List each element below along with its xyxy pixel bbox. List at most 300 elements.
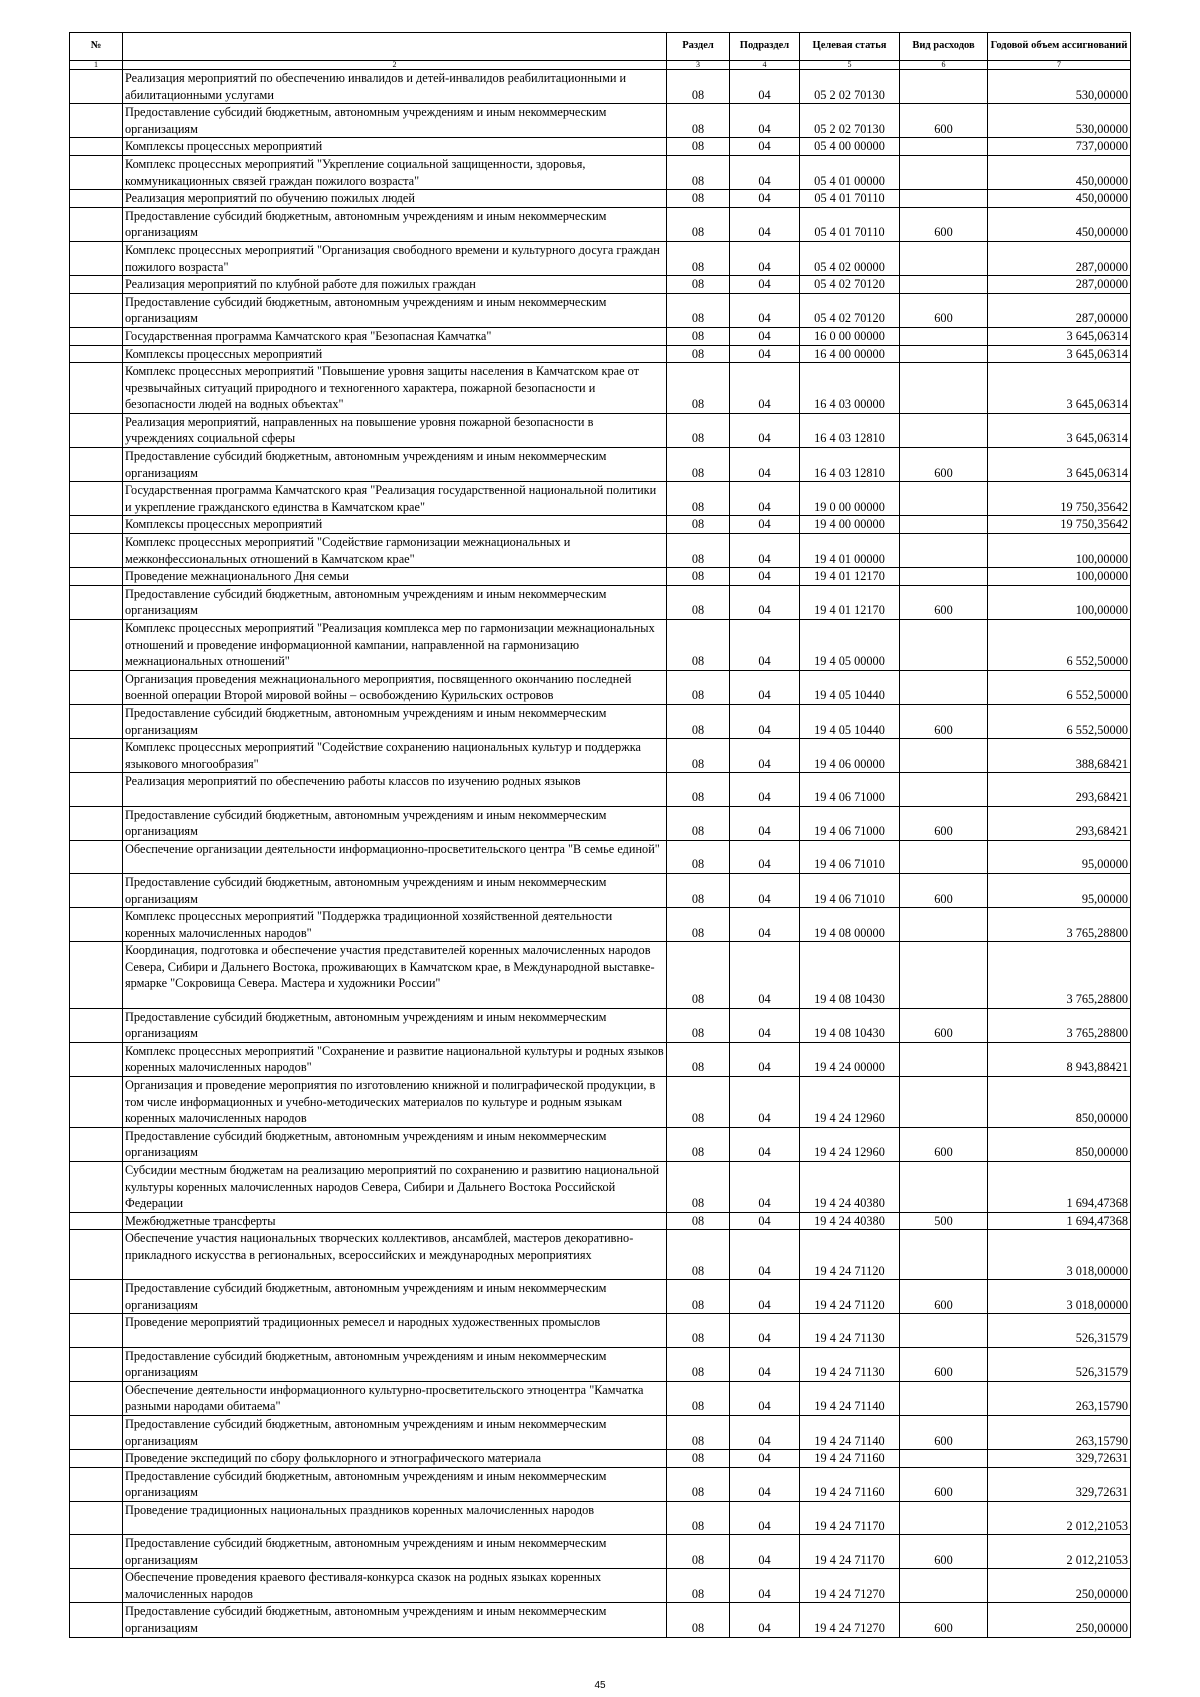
row-number-cell <box>70 585 123 619</box>
row-name-cell: Комплексы процессных мероприятий <box>123 516 667 534</box>
row-name-cell: Реализация мероприятий, направленных на повышение уровня пожарной безопасности в учреждениях социальной сферы <box>123 413 667 447</box>
row-target-article-cell: 19 4 24 71130 <box>800 1314 900 1347</box>
row-name-cell: Обеспечение деятельности информационного культурно-просветительского этноцентра "Камчатка разными народами обитаема" <box>123 1381 667 1415</box>
row-name-cell: Обеспечение участия национальных творческих коллективов, ансамблей, мастеров декоративно-прикладного искусства в региональных, всероссийских и международных мероприятиях <box>123 1230 667 1280</box>
row-amount-cell: 388,68421 <box>988 739 1131 773</box>
table-row <box>70 585 1131 619</box>
table-row <box>70 840 1131 873</box>
row-expense-type-cell <box>900 739 988 773</box>
table-row <box>70 1603 1131 1637</box>
row-razdel-cell: 08 <box>667 1162 730 1213</box>
row-razdel-cell: 08 <box>667 1450 730 1468</box>
row-razdel-cell: 08 <box>667 327 730 345</box>
header-row <box>70 33 1131 61</box>
row-expense-type-cell <box>900 620 988 671</box>
row-target-article-cell: 19 4 24 71130 <box>800 1347 900 1381</box>
row-expense-type-cell: 600 <box>900 1603 988 1637</box>
row-target-article-cell: 19 4 24 71270 <box>800 1603 900 1637</box>
row-name-cell: Координация, подготовка и обеспечение участия представителей коренных малочисленных народов Севера, Сибири и Дальнего Востока, проживающих в Камчатском крае, в Международной выставке-ярмарке "Сокровища Севера. Мастера и художники России" <box>123 942 667 1008</box>
row-expense-type-cell: 600 <box>900 448 988 482</box>
table-row <box>70 155 1131 189</box>
row-amount-cell: 287,00000 <box>988 241 1131 275</box>
row-amount-cell: 19 750,35642 <box>988 482 1131 516</box>
row-amount-cell: 287,00000 <box>988 293 1131 327</box>
row-razdel-cell: 08 <box>667 190 730 208</box>
row-amount-cell: 6 552,50000 <box>988 704 1131 738</box>
row-name-cell: Предоставление субсидий бюджетным, автономным учреждениям и иным некоммерческим организациям <box>123 585 667 619</box>
row-expense-type-cell: 600 <box>900 1127 988 1161</box>
header-expense-type: Вид расходов <box>900 33 988 61</box>
row-name-cell: Предоставление субсидий бюджетным, автономным учреждениям и иным некоммерческим организациям <box>123 873 667 907</box>
row-target-article-cell: 05 4 01 70110 <box>800 190 900 208</box>
row-amount-cell: 2 012,21053 <box>988 1501 1131 1534</box>
header-name <box>123 33 667 61</box>
row-amount-cell: 100,00000 <box>988 534 1131 568</box>
row-amount-cell: 3 765,28800 <box>988 1008 1131 1042</box>
row-target-article-cell: 19 4 06 71000 <box>800 773 900 806</box>
row-podrazdel-cell: 04 <box>730 448 800 482</box>
row-podrazdel-cell: 04 <box>730 585 800 619</box>
row-target-article-cell: 16 4 00 00000 <box>800 345 900 363</box>
row-podrazdel-cell: 04 <box>730 1535 800 1569</box>
row-amount-cell: 287,00000 <box>988 276 1131 294</box>
row-target-article-cell: 16 4 03 00000 <box>800 363 900 414</box>
row-razdel-cell: 08 <box>667 1415 730 1449</box>
row-podrazdel-cell: 04 <box>730 568 800 586</box>
table-row <box>70 1450 1131 1468</box>
row-name-cell: Проведение экспедиций по сбору фольклорного и этнографического материала <box>123 1450 667 1468</box>
row-razdel-cell: 08 <box>667 840 730 873</box>
row-name-cell: Предоставление субсидий бюджетным, автономным учреждениям и иным некоммерческим организациям <box>123 1603 667 1637</box>
row-expense-type-cell <box>900 190 988 208</box>
row-podrazdel-cell: 04 <box>730 942 800 1008</box>
row-number-cell <box>70 327 123 345</box>
row-amount-cell: 3 645,06314 <box>988 448 1131 482</box>
row-razdel-cell: 08 <box>667 806 730 840</box>
row-number-cell <box>70 1450 123 1468</box>
row-number-cell <box>70 1280 123 1314</box>
row-amount-cell: 850,00000 <box>988 1127 1131 1161</box>
row-amount-cell: 450,00000 <box>988 190 1131 208</box>
row-number-cell <box>70 1535 123 1569</box>
row-amount-cell: 100,00000 <box>988 568 1131 586</box>
row-podrazdel-cell: 04 <box>730 70 800 104</box>
row-podrazdel-cell: 04 <box>730 1008 800 1042</box>
row-name-cell: Предоставление субсидий бюджетным, автономным учреждениям и иным некоммерческим организациям <box>123 1467 667 1501</box>
row-razdel-cell: 08 <box>667 241 730 275</box>
column-number: 2 <box>123 61 667 70</box>
row-expense-type-cell <box>900 670 988 704</box>
row-expense-type-cell <box>900 1314 988 1347</box>
table-row <box>70 1569 1131 1603</box>
row-name-cell: Комплекс процессных мероприятий "Содействие гармонизации межнациональных и межконфессиональных отношений в Камчатском крае" <box>123 534 667 568</box>
row-number-cell <box>70 739 123 773</box>
row-target-article-cell: 19 4 08 00000 <box>800 908 900 942</box>
row-podrazdel-cell: 04 <box>730 704 800 738</box>
row-amount-cell: 850,00000 <box>988 1077 1131 1128</box>
row-razdel-cell: 08 <box>667 448 730 482</box>
row-number-cell <box>70 1212 123 1230</box>
row-target-article-cell: 19 4 08 10430 <box>800 942 900 1008</box>
table-row <box>70 1042 1131 1076</box>
row-amount-cell: 526,31579 <box>988 1314 1131 1347</box>
row-razdel-cell: 08 <box>667 1230 730 1280</box>
table-row <box>70 1535 1131 1569</box>
row-expense-type-cell <box>900 568 988 586</box>
row-expense-type-cell: 600 <box>900 293 988 327</box>
row-name-cell: Предоставление субсидий бюджетным, автономным учреждениям и иным некоммерческим организациям <box>123 1008 667 1042</box>
row-expense-type-cell <box>900 241 988 275</box>
row-name-cell: Предоставление субсидий бюджетным, автономным учреждениям и иным некоммерческим организациям <box>123 806 667 840</box>
row-name-cell: Предоставление субсидий бюджетным, автономным учреждениям и иным некоммерческим организациям <box>123 1415 667 1449</box>
row-target-article-cell: 16 4 03 12810 <box>800 413 900 447</box>
row-name-cell: Предоставление субсидий бюджетным, автономным учреждениям и иным некоммерческим организациям <box>123 1127 667 1161</box>
row-razdel-cell: 08 <box>667 70 730 104</box>
table-row <box>70 1008 1131 1042</box>
row-amount-cell: 329,72631 <box>988 1450 1131 1468</box>
row-number-cell <box>70 1467 123 1501</box>
row-name-cell: Субсидии местным бюджетам на реализацию мероприятий по сохранению и развитию национальной культуры коренных малочисленных народов Севера, Сибири и Дальнего Востока Российской Федерации <box>123 1162 667 1213</box>
table-row <box>70 345 1131 363</box>
row-number-cell <box>70 840 123 873</box>
row-name-cell: Комплекс процессных мероприятий "Организация свободного времени и культурного досуга граждан пожилого возраста" <box>123 241 667 275</box>
table-row <box>70 363 1131 414</box>
row-target-article-cell: 19 4 24 40380 <box>800 1162 900 1213</box>
column-number-row <box>70 61 1131 70</box>
row-razdel-cell: 08 <box>667 1042 730 1076</box>
row-razdel-cell: 08 <box>667 207 730 241</box>
row-target-article-cell: 19 4 01 12170 <box>800 568 900 586</box>
row-target-article-cell: 19 4 24 71160 <box>800 1467 900 1501</box>
table-row <box>70 1467 1131 1501</box>
table-row <box>70 739 1131 773</box>
row-podrazdel-cell: 04 <box>730 482 800 516</box>
row-target-article-cell: 05 4 02 70120 <box>800 293 900 327</box>
row-name-cell: Предоставление субсидий бюджетным, автономным учреждениям и иным некоммерческим организациям <box>123 1347 667 1381</box>
row-expense-type-cell <box>900 363 988 414</box>
row-razdel-cell: 08 <box>667 413 730 447</box>
row-target-article-cell: 19 4 24 00000 <box>800 1042 900 1076</box>
row-number-cell <box>70 1415 123 1449</box>
row-podrazdel-cell: 04 <box>730 1467 800 1501</box>
row-podrazdel-cell: 04 <box>730 670 800 704</box>
row-razdel-cell: 08 <box>667 482 730 516</box>
row-number-cell <box>70 942 123 1008</box>
row-expense-type-cell <box>900 327 988 345</box>
row-name-cell: Предоставление субсидий бюджетным, автономным учреждениям и иным некоммерческим организациям <box>123 293 667 327</box>
row-razdel-cell: 08 <box>667 1280 730 1314</box>
row-name-cell: Межбюджетные трансферты <box>123 1212 667 1230</box>
column-number: 5 <box>800 61 900 70</box>
row-razdel-cell: 08 <box>667 345 730 363</box>
row-number-cell <box>70 363 123 414</box>
row-amount-cell: 3 645,06314 <box>988 363 1131 414</box>
row-name-cell: Предоставление субсидий бюджетным, автономным учреждениям и иным некоммерческим организациям <box>123 1280 667 1314</box>
table-row <box>70 327 1131 345</box>
table-row <box>70 1162 1131 1213</box>
row-amount-cell: 3 765,28800 <box>988 908 1131 942</box>
row-target-article-cell: 19 4 06 00000 <box>800 739 900 773</box>
row-number-cell <box>70 1501 123 1534</box>
row-name-cell: Предоставление субсидий бюджетным, автономным учреждениям и иным некоммерческим организациям <box>123 448 667 482</box>
table-row <box>70 207 1131 241</box>
table-row <box>70 568 1131 586</box>
row-razdel-cell: 08 <box>667 1501 730 1534</box>
row-number-cell <box>70 413 123 447</box>
row-number-cell <box>70 70 123 104</box>
row-podrazdel-cell: 04 <box>730 1280 800 1314</box>
row-name-cell: Предоставление субсидий бюджетным, автономным учреждениям и иным некоммерческим организациям <box>123 1535 667 1569</box>
row-name-cell: Реализация мероприятий по обеспечению работы классов по изучению родных языков <box>123 773 667 806</box>
table-row <box>70 448 1131 482</box>
row-expense-type-cell: 600 <box>900 1347 988 1381</box>
row-podrazdel-cell: 04 <box>730 1162 800 1213</box>
row-expense-type-cell <box>900 1450 988 1468</box>
row-target-article-cell: 05 4 02 00000 <box>800 241 900 275</box>
row-razdel-cell: 08 <box>667 1127 730 1161</box>
row-amount-cell: 329,72631 <box>988 1467 1131 1501</box>
row-target-article-cell: 19 4 05 10440 <box>800 704 900 738</box>
row-expense-type-cell: 500 <box>900 1212 988 1230</box>
row-podrazdel-cell: 04 <box>730 516 800 534</box>
row-name-cell: Организация и проведение мероприятия по изготовлению книжной и полиграфической продукции, в том числе информационных и учебно-методических материалов по культуре и родным языкам коренных малочисленных народов <box>123 1077 667 1128</box>
budget-allocation-table <box>69 32 1131 1638</box>
row-target-article-cell: 19 4 01 12170 <box>800 585 900 619</box>
header-podrazdel: Подраздел <box>730 33 800 61</box>
row-podrazdel-cell: 04 <box>730 840 800 873</box>
row-podrazdel-cell: 04 <box>730 739 800 773</box>
row-expense-type-cell <box>900 908 988 942</box>
row-target-article-cell: 16 0 00 00000 <box>800 327 900 345</box>
table-body <box>70 70 1131 1638</box>
row-target-article-cell: 19 4 24 71140 <box>800 1415 900 1449</box>
row-name-cell: Предоставление субсидий бюджетным, автономным учреждениям и иным некоммерческим организациям <box>123 104 667 138</box>
table-row <box>70 1280 1131 1314</box>
row-razdel-cell: 08 <box>667 138 730 156</box>
row-razdel-cell: 08 <box>667 1077 730 1128</box>
row-number-cell <box>70 568 123 586</box>
row-name-cell: Предоставление субсидий бюджетным, автономным учреждениям и иным некоммерческим организациям <box>123 704 667 738</box>
row-razdel-cell: 08 <box>667 1347 730 1381</box>
row-amount-cell: 3 645,06314 <box>988 413 1131 447</box>
row-number-cell <box>70 1314 123 1347</box>
row-razdel-cell: 08 <box>667 568 730 586</box>
row-number-cell <box>70 516 123 534</box>
row-expense-type-cell <box>900 138 988 156</box>
row-target-article-cell: 05 2 02 70130 <box>800 70 900 104</box>
row-razdel-cell: 08 <box>667 155 730 189</box>
row-expense-type-cell: 600 <box>900 806 988 840</box>
table-row <box>70 704 1131 738</box>
table-row <box>70 138 1131 156</box>
row-number-cell <box>70 138 123 156</box>
row-target-article-cell: 05 4 01 00000 <box>800 155 900 189</box>
row-number-cell <box>70 704 123 738</box>
header-target-article: Целевая статья <box>800 33 900 61</box>
table-row <box>70 1314 1131 1347</box>
row-expense-type-cell: 600 <box>900 873 988 907</box>
table-row <box>70 534 1131 568</box>
row-expense-type-cell <box>900 482 988 516</box>
row-number-cell <box>70 1381 123 1415</box>
row-number-cell <box>70 534 123 568</box>
table-row <box>70 482 1131 516</box>
row-number-cell <box>70 448 123 482</box>
row-amount-cell: 1 694,47368 <box>988 1162 1131 1213</box>
table-row <box>70 1501 1131 1534</box>
row-razdel-cell: 08 <box>667 585 730 619</box>
row-amount-cell: 95,00000 <box>988 873 1131 907</box>
row-amount-cell: 3 018,00000 <box>988 1230 1131 1280</box>
row-razdel-cell: 08 <box>667 293 730 327</box>
row-podrazdel-cell: 04 <box>730 908 800 942</box>
table-row <box>70 873 1131 907</box>
row-name-cell: Комплекс процессных мероприятий "Содействие сохранению национальных культур и поддержка языкового многообразия" <box>123 739 667 773</box>
row-target-article-cell: 19 4 01 00000 <box>800 534 900 568</box>
row-name-cell: Организация проведения межнационального мероприятия, посвященного окончанию последней военной операции Второй мировой войны – освобождению Курильских островов <box>123 670 667 704</box>
row-name-cell: Реализация мероприятий по обеспечению инвалидов и детей-инвалидов реабилитационными и абилитационными услугами <box>123 70 667 104</box>
row-podrazdel-cell: 04 <box>730 241 800 275</box>
table-row <box>70 620 1131 671</box>
row-name-cell: Государственная программа Камчатского края "Реализация государственной национальной политики и укрепление гражданского единства в Камчатском крае" <box>123 482 667 516</box>
row-amount-cell: 6 552,50000 <box>988 670 1131 704</box>
row-razdel-cell: 08 <box>667 739 730 773</box>
row-podrazdel-cell: 04 <box>730 1127 800 1161</box>
row-podrazdel-cell: 04 <box>730 1501 800 1534</box>
row-razdel-cell: 08 <box>667 1212 730 1230</box>
row-name-cell: Государственная программа Камчатского края "Безопасная Камчатка" <box>123 327 667 345</box>
table-row <box>70 1230 1131 1280</box>
row-target-article-cell: 19 4 24 71120 <box>800 1230 900 1280</box>
row-razdel-cell: 08 <box>667 104 730 138</box>
row-name-cell: Комплекс процессных мероприятий "Повышение уровня защиты населения в Камчатском крае от чрезвычайных ситуаций природного и техногенного характера, пожарной безопасности и безопасности людей на водных объектах" <box>123 363 667 414</box>
table-row <box>70 276 1131 294</box>
row-number-cell <box>70 293 123 327</box>
row-target-article-cell: 19 4 24 71170 <box>800 1501 900 1534</box>
page-number: 45 <box>594 1680 606 1691</box>
row-podrazdel-cell: 04 <box>730 345 800 363</box>
row-expense-type-cell: 600 <box>900 1415 988 1449</box>
row-target-article-cell: 19 4 24 12960 <box>800 1127 900 1161</box>
column-number: 7 <box>988 61 1131 70</box>
row-number-cell <box>70 1230 123 1280</box>
row-expense-type-cell: 600 <box>900 704 988 738</box>
row-target-article-cell: 19 4 00 00000 <box>800 516 900 534</box>
row-number-cell <box>70 806 123 840</box>
budget-table-container <box>69 32 1130 1638</box>
row-razdel-cell: 08 <box>667 704 730 738</box>
row-name-cell: Комплекс процессных мероприятий "Реализация комплекса мер по гармонизации межнациональных отношений и проведение информационной кампании, направленной на гармонизацию межнациональных отношений" <box>123 620 667 671</box>
row-podrazdel-cell: 04 <box>730 276 800 294</box>
row-podrazdel-cell: 04 <box>730 363 800 414</box>
row-podrazdel-cell: 04 <box>730 155 800 189</box>
row-number-cell <box>70 104 123 138</box>
row-amount-cell: 19 750,35642 <box>988 516 1131 534</box>
row-amount-cell: 2 012,21053 <box>988 1535 1131 1569</box>
row-amount-cell: 8 943,88421 <box>988 1042 1131 1076</box>
header-razdel: Раздел <box>667 33 730 61</box>
row-razdel-cell: 08 <box>667 1569 730 1603</box>
row-target-article-cell: 19 4 24 40380 <box>800 1212 900 1230</box>
row-podrazdel-cell: 04 <box>730 207 800 241</box>
row-expense-type-cell: 600 <box>900 1280 988 1314</box>
row-target-article-cell: 19 4 24 71160 <box>800 1450 900 1468</box>
row-number-cell <box>70 908 123 942</box>
row-expense-type-cell: 600 <box>900 585 988 619</box>
row-amount-cell: 530,00000 <box>988 70 1131 104</box>
row-target-article-cell: 19 4 24 71170 <box>800 1535 900 1569</box>
row-razdel-cell: 08 <box>667 516 730 534</box>
row-razdel-cell: 08 <box>667 908 730 942</box>
header-number: № <box>70 33 123 61</box>
row-amount-cell: 450,00000 <box>988 207 1131 241</box>
row-razdel-cell: 08 <box>667 942 730 1008</box>
row-razdel-cell: 08 <box>667 773 730 806</box>
row-number-cell <box>70 1077 123 1128</box>
row-target-article-cell: 19 4 08 10430 <box>800 1008 900 1042</box>
row-expense-type-cell <box>900 1042 988 1076</box>
row-razdel-cell: 08 <box>667 1603 730 1637</box>
row-razdel-cell: 08 <box>667 1314 730 1347</box>
row-number-cell <box>70 241 123 275</box>
row-target-article-cell: 19 0 00 00000 <box>800 482 900 516</box>
row-target-article-cell: 05 4 01 70110 <box>800 207 900 241</box>
column-number: 4 <box>730 61 800 70</box>
row-expense-type-cell <box>900 276 988 294</box>
row-amount-cell: 6 552,50000 <box>988 620 1131 671</box>
row-target-article-cell: 19 4 05 10440 <box>800 670 900 704</box>
row-amount-cell: 250,00000 <box>988 1569 1131 1603</box>
column-number: 3 <box>667 61 730 70</box>
row-name-cell: Предоставление субсидий бюджетным, автономным учреждениям и иным некоммерческим организациям <box>123 207 667 241</box>
row-target-article-cell: 16 4 03 12810 <box>800 448 900 482</box>
row-number-cell <box>70 1347 123 1381</box>
row-expense-type-cell <box>900 1230 988 1280</box>
row-name-cell: Обеспечение организации деятельности информационно-просветительского центра "В семье единой" <box>123 840 667 873</box>
row-target-article-cell: 19 4 06 71010 <box>800 873 900 907</box>
table-row <box>70 806 1131 840</box>
row-amount-cell: 3 018,00000 <box>988 1280 1131 1314</box>
row-name-cell: Комплексы процессных мероприятий <box>123 138 667 156</box>
row-name-cell: Комплекс процессных мероприятий "Поддержка традиционной хозяйственной деятельности коренных малочисленных народов" <box>123 908 667 942</box>
row-expense-type-cell <box>900 70 988 104</box>
table-row <box>70 1347 1131 1381</box>
row-podrazdel-cell: 04 <box>730 806 800 840</box>
row-amount-cell: 263,15790 <box>988 1381 1131 1415</box>
row-expense-type-cell: 600 <box>900 1008 988 1042</box>
row-name-cell: Комплексы процессных мероприятий <box>123 345 667 363</box>
row-expense-type-cell <box>900 840 988 873</box>
table-row <box>70 773 1131 806</box>
row-podrazdel-cell: 04 <box>730 190 800 208</box>
row-target-article-cell: 19 4 06 71010 <box>800 840 900 873</box>
row-number-cell <box>70 1042 123 1076</box>
row-expense-type-cell: 600 <box>900 104 988 138</box>
row-expense-type-cell <box>900 155 988 189</box>
row-name-cell: Проведение межнационального Дня семьи <box>123 568 667 586</box>
row-podrazdel-cell: 04 <box>730 138 800 156</box>
row-podrazdel-cell: 04 <box>730 534 800 568</box>
row-name-cell: Проведение традиционных национальных праздников коренных малочисленных народов <box>123 1501 667 1534</box>
row-expense-type-cell <box>900 1381 988 1415</box>
row-amount-cell: 737,00000 <box>988 138 1131 156</box>
row-razdel-cell: 08 <box>667 1008 730 1042</box>
row-number-cell <box>70 207 123 241</box>
row-amount-cell: 526,31579 <box>988 1347 1131 1381</box>
row-name-cell: Проведение мероприятий традиционных ремесел и народных художественных промыслов <box>123 1314 667 1347</box>
row-number-cell <box>70 773 123 806</box>
row-amount-cell: 530,00000 <box>988 104 1131 138</box>
